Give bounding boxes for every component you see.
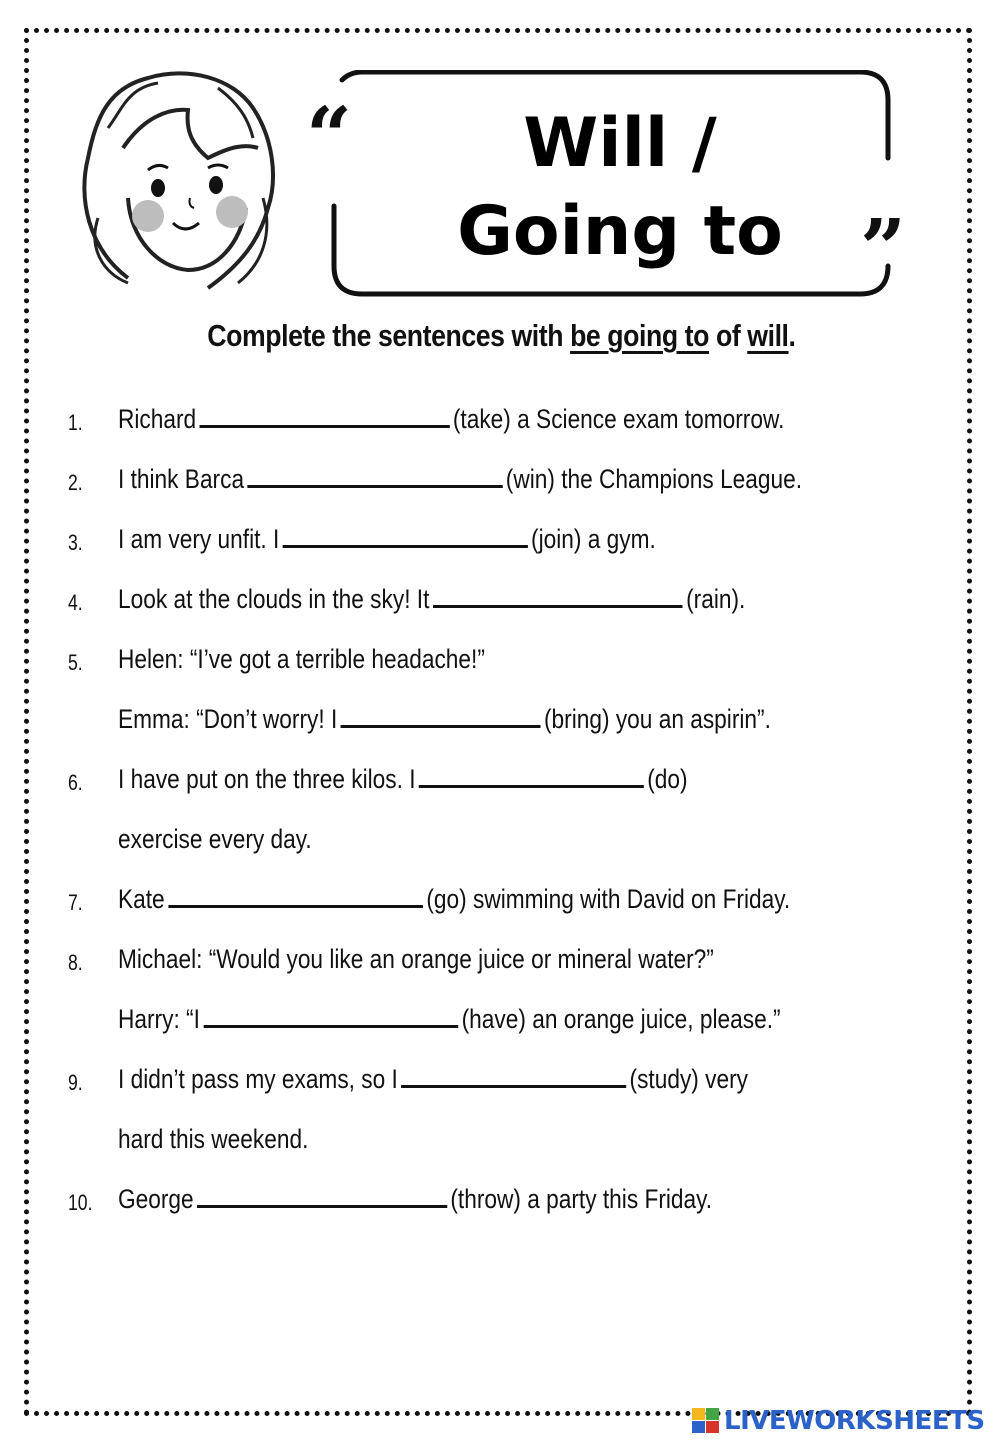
sentence-line bbox=[118, 644, 485, 675]
instruction-prefix: Complete the sentences with bbox=[207, 318, 564, 353]
instruction-mid: of bbox=[715, 318, 741, 353]
title-line-2: Going to bbox=[457, 192, 783, 271]
sentence-line bbox=[118, 584, 745, 615]
answer-blank[interactable] bbox=[197, 1185, 447, 1208]
sentence-text: Michael: “Would you like an orange juice or mineral water?” bbox=[118, 944, 714, 974]
sentence-line bbox=[118, 944, 714, 975]
answer-blank[interactable] bbox=[401, 1065, 626, 1088]
sentence-line bbox=[118, 464, 802, 495]
item-number: 6. bbox=[68, 770, 83, 795]
answer-blank[interactable] bbox=[341, 705, 541, 728]
sentence-text: exercise every day. bbox=[118, 824, 312, 854]
sentence-before-blank: I didn’t pass my exams, so I bbox=[118, 1064, 398, 1094]
sentence-line bbox=[118, 404, 784, 435]
sentence-before-blank: I am very unfit. I bbox=[118, 524, 280, 554]
sentence-after-blank: (do) bbox=[647, 764, 688, 794]
sentence-before-blank: Emma: “Don’t worry! I bbox=[118, 704, 338, 734]
watermark-text: LIVEWORKSHEETS bbox=[724, 1406, 985, 1436]
liveworksheets-watermark bbox=[692, 1404, 985, 1438]
sentence-line bbox=[118, 1064, 748, 1095]
sentence-before-blank: Richard bbox=[118, 404, 197, 434]
instruction-option-going-to: be going to bbox=[570, 318, 709, 353]
item-number: 10. bbox=[68, 1190, 93, 1215]
title-line-1: Will / bbox=[523, 104, 717, 183]
sentence-before-blank: Kate bbox=[118, 884, 165, 914]
sentence-after-blank: (rain). bbox=[686, 584, 746, 614]
sentence-before-blank: I have put on the three kilos. I bbox=[118, 764, 416, 794]
sentence-after-blank: (have) an orange juice, please.” bbox=[461, 1004, 781, 1034]
sentence-after-blank: (join) a gym. bbox=[531, 524, 656, 554]
answer-blank[interactable] bbox=[433, 585, 683, 608]
sentence-text: Helen: “I’ve got a terrible headache!” bbox=[118, 644, 485, 674]
sentence-after-blank: (win) the Champions League. bbox=[505, 464, 803, 494]
sentence-text: hard this weekend. bbox=[118, 1124, 309, 1154]
instruction-option-will: will bbox=[747, 318, 789, 353]
answer-blank[interactable] bbox=[200, 405, 450, 428]
liveworksheets-logo-icon bbox=[692, 1408, 720, 1434]
sentence-after-blank: (go) swimming with David on Friday. bbox=[426, 884, 791, 914]
close-quote-mark: ” bbox=[860, 201, 907, 295]
item-number: 3. bbox=[68, 530, 83, 555]
sentence-before-blank: George bbox=[118, 1184, 194, 1214]
item-number: 9. bbox=[68, 1070, 83, 1095]
sentence-after-blank: (throw) a party this Friday. bbox=[450, 1184, 713, 1214]
open-quote-mark: “ bbox=[306, 89, 353, 183]
sentence-after-blank: (study) very bbox=[629, 1064, 748, 1094]
sentence-before-blank: I think Barca bbox=[118, 464, 245, 494]
sentence-line bbox=[118, 704, 771, 735]
sentence-line bbox=[118, 824, 312, 855]
item-number: 7. bbox=[68, 890, 83, 915]
answer-blank[interactable] bbox=[247, 465, 502, 488]
sentence-line bbox=[118, 1184, 712, 1215]
item-number: 5. bbox=[68, 650, 83, 675]
sentence-line bbox=[118, 884, 790, 915]
item-number: 8. bbox=[68, 950, 83, 975]
sentence-line bbox=[118, 524, 656, 555]
sentence-before-blank: Look at the clouds in the sky! It bbox=[118, 584, 430, 614]
sentence-line bbox=[118, 1124, 308, 1155]
sentence-line bbox=[118, 764, 688, 795]
item-number: 4. bbox=[68, 590, 83, 615]
sentence-line bbox=[118, 1004, 781, 1035]
answer-blank[interactable] bbox=[283, 525, 528, 548]
answer-blank[interactable] bbox=[168, 885, 423, 908]
item-number: 2. bbox=[68, 470, 83, 495]
item-number: 1. bbox=[68, 410, 83, 435]
sentence-before-blank: Harry: “I bbox=[118, 1004, 200, 1034]
answer-blank[interactable] bbox=[419, 765, 644, 788]
answer-blank[interactable] bbox=[203, 1005, 458, 1028]
sentence-after-blank: (take) a Science exam tomorrow. bbox=[452, 404, 785, 434]
instruction-suffix: . bbox=[788, 318, 796, 353]
sentence-after-blank: (bring) you an aspirin”. bbox=[543, 704, 771, 734]
